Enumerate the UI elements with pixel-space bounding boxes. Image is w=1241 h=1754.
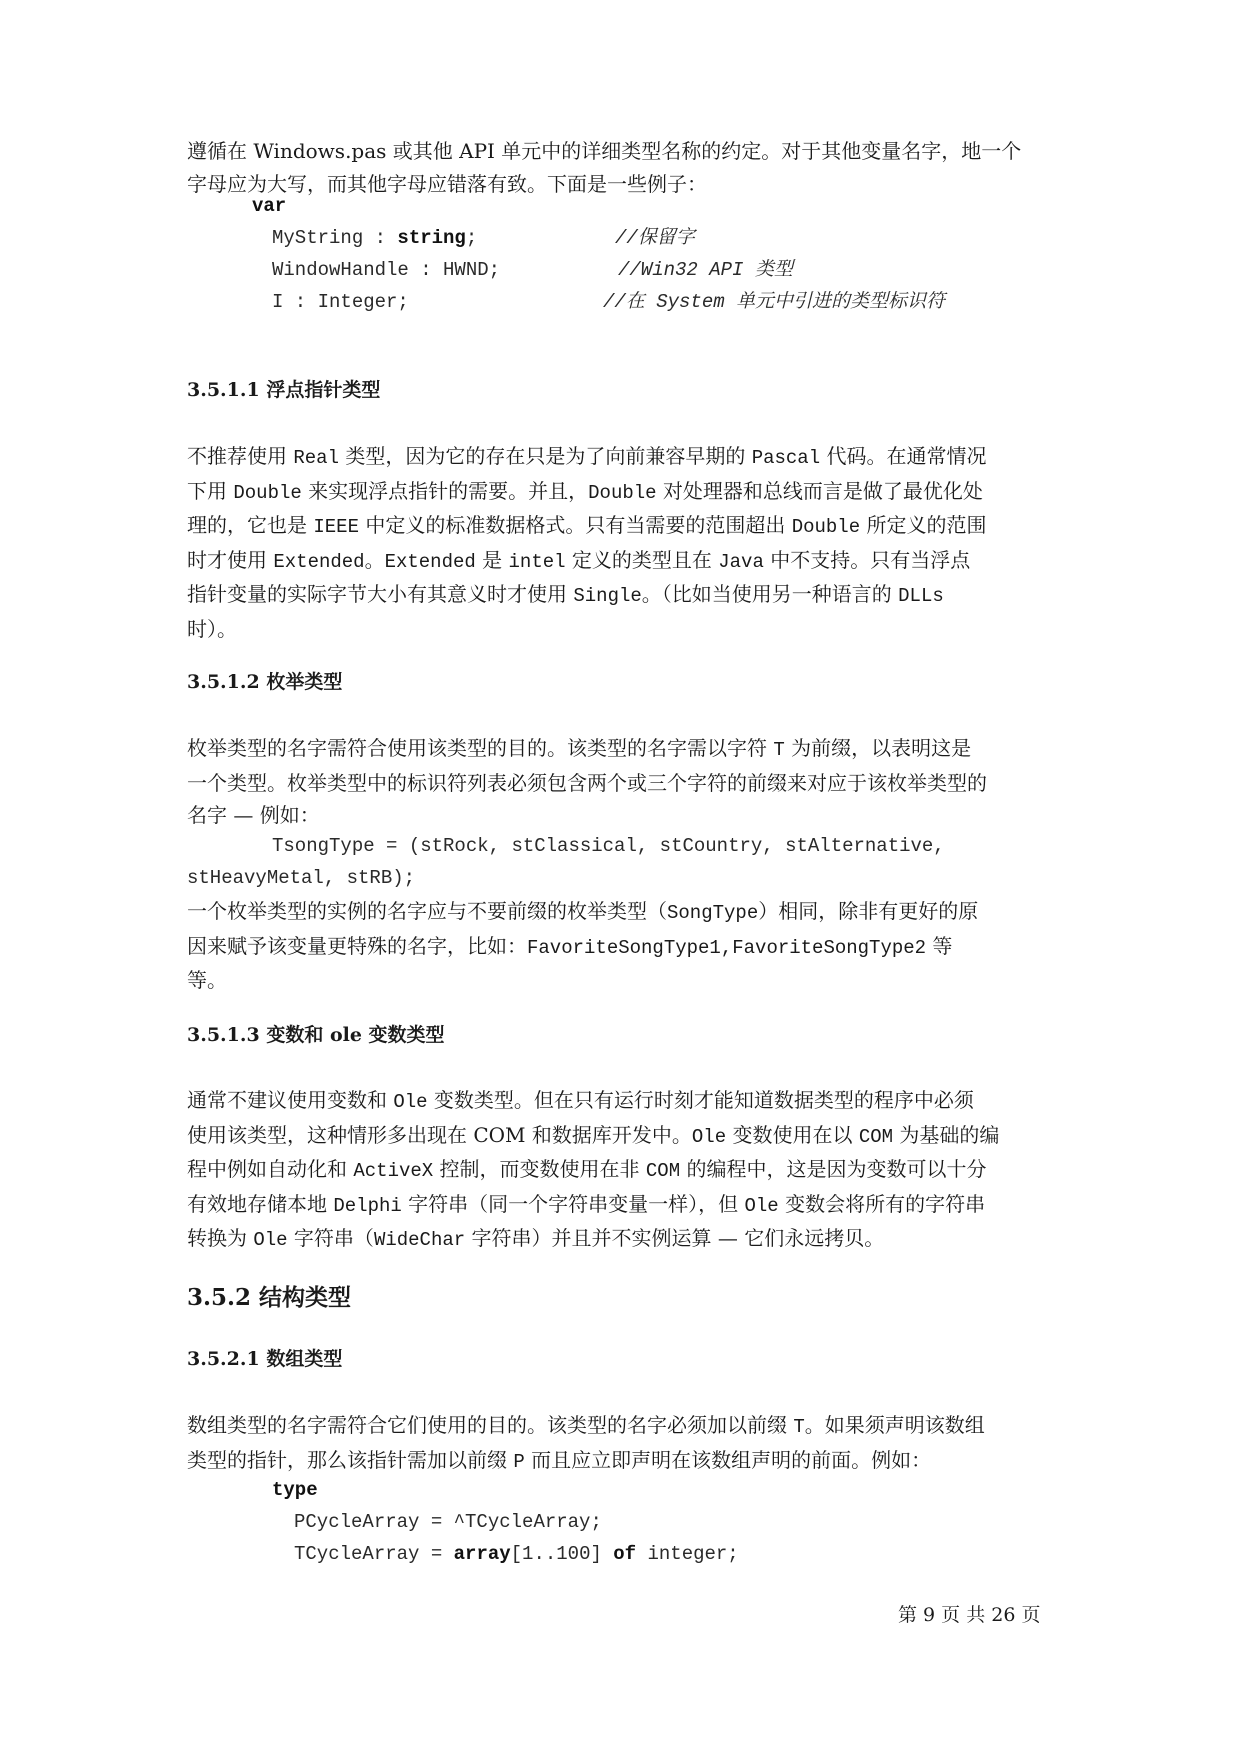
text: 为基础的编 — [893, 1122, 1000, 1147]
text: 一个枚举类型的实例的名字应与不要前缀的枚举类型（ — [187, 899, 667, 923]
code-term: Java — [718, 550, 764, 573]
text: 字符串（同一个字符串变量一样），但 — [401, 1191, 745, 1216]
code-term: ActiveX — [353, 1160, 434, 1182]
text: 中不支持。只有当浮点 — [763, 547, 971, 572]
code-keyword-type: type — [272, 1479, 318, 1501]
text: 下用 — [187, 478, 234, 503]
code-line-integer: I : Integer; — [272, 291, 409, 313]
text: 字符串）并且并不实例运算 — 它们永远拷贝。 — [465, 1226, 885, 1250]
section-paragraph — [187, 1084, 1057, 1257]
text: 通常不建议使用变数和 — [187, 1088, 394, 1112]
text: 来实现浮点指针的需要。并且， — [301, 478, 589, 503]
code-term: Extended — [384, 550, 476, 573]
code-keyword-var: var — [252, 195, 287, 217]
intro-line-2: 字母应为大写，而其他字母应错落有致。下面是一些例子： — [187, 171, 707, 196]
code-term: FavoriteSongType1,FavoriteSongType2 — [527, 936, 927, 959]
code-keyword-of: of — [613, 1543, 637, 1565]
text: 使用该类型，这种情形多出现在 COM 和数据库开发中。 — [187, 1122, 692, 1147]
text: 程中例如自动化和 — [187, 1157, 354, 1181]
text: 定义的类型且在 — [565, 547, 719, 572]
text: 中定义的标准数据格式。只有当需要的范围超出 — [358, 513, 792, 537]
section-heading: 3.5.1.3 变数和 ole 变数类型 — [187, 1024, 445, 1046]
code-line-enum-cont: stHeavyMetal, stRB); — [187, 867, 416, 889]
text: ）相同，除非有更好的原 — [758, 899, 979, 923]
section-paragraph — [187, 732, 1057, 832]
code-keyword-array: array — [453, 1543, 511, 1565]
text: 枚举类型的名字需符合使用该类型的目的。该类型的名字需以字符 — [187, 736, 774, 760]
code-term: Delphi — [333, 1194, 402, 1217]
text: 因来赋予该变量更特殊的名字，比如： — [187, 933, 527, 958]
text: 不推荐使用 — [187, 444, 294, 468]
code-keyword-string: string — [397, 227, 466, 249]
text: 为前缀，以表明这是 — [784, 736, 972, 760]
text: 有效地存储本地 — [187, 1191, 334, 1216]
code-text: ; — [465, 227, 478, 249]
text: 对处理器和总线而言是做了最优化处 — [656, 478, 983, 503]
code-text: [1..100] — [510, 1543, 614, 1565]
text: 转换为 — [187, 1226, 254, 1250]
section-heading: 3.5.1.2 枚举类型 — [187, 671, 343, 693]
code-term: DLLs — [898, 585, 944, 607]
code-term: intel — [508, 550, 566, 573]
code-term: Single — [573, 585, 642, 607]
code-term: SongType — [667, 902, 759, 924]
code-comment: //保留字 — [615, 227, 695, 249]
text: 所定义的范围 — [860, 513, 987, 537]
code-term: Ole — [744, 1194, 779, 1217]
code-term: IEEE — [313, 516, 359, 538]
text: 数组类型的名字需符合它们使用的目的。该类型的名字必须加以前缀 — [187, 1413, 794, 1437]
code-line-windowhandle: WindowHandle : HWND; — [272, 259, 501, 281]
intro-line-1: 遵循在 Windows.pas 或其他 API 单元中的详细类型名称的约定。对于其他变量名字，地一个 — [187, 139, 1022, 163]
text: 理的，它也是 — [187, 513, 314, 537]
text: 类型的指针，那么该指针需加以前缀 — [187, 1447, 514, 1472]
code-line-enum: TsongType = (stRock, stClassical, stCountry, stAlternative, — [272, 835, 945, 857]
text: 时才使用 — [187, 547, 274, 572]
code-term: Double — [233, 481, 302, 504]
code-text: MyString : — [272, 227, 398, 249]
text: 等。 — [187, 968, 227, 992]
text: 代码。在通常情况 — [820, 444, 987, 468]
code-term: Ole — [393, 1091, 428, 1113]
text: 变数类型。但在只有运行时刻才能知道数据类型的程序中必须 — [427, 1088, 974, 1112]
section-heading: 3.5.2.1 数组类型 — [187, 1348, 343, 1370]
code-term: Ole — [253, 1229, 288, 1251]
code-term: P — [513, 1450, 525, 1473]
text: 控制，而变数使用在非 — [433, 1157, 646, 1181]
section-paragraph — [187, 1409, 1057, 1478]
code-line-pcyclearray: PCycleArray = ^TCycleArray; — [294, 1511, 602, 1533]
text: 等 — [926, 933, 953, 958]
page-number: 第 9 页 共 26 页 — [898, 1604, 1041, 1626]
code-term: Real — [293, 447, 339, 469]
code-text: TCycleArray = — [294, 1543, 454, 1565]
code-comment: //在 System 单元中引进的类型标识符 — [603, 291, 946, 313]
text: 而且应立即声明在该数组声明的前面。例如： — [524, 1447, 932, 1472]
code-term: Pascal — [751, 447, 821, 469]
code-term: Ole — [691, 1125, 727, 1148]
code-term: COM — [858, 1125, 894, 1148]
text: 。（比如当使用另一种语言的 — [641, 582, 899, 606]
text: 是 — [475, 547, 509, 572]
section-heading: 3.5.1.1 浮点指针类型 — [187, 379, 381, 401]
code-term: Double — [791, 516, 861, 538]
text: 变数使用在以 — [726, 1122, 859, 1147]
code-text: integer; — [636, 1543, 739, 1565]
text: 类型，因为它的存在只是为了向前兼容早期的 — [338, 444, 752, 468]
text: 字符串（ — [287, 1226, 374, 1250]
code-line-tcyclearray — [294, 1538, 739, 1571]
section-paragraph — [187, 895, 1057, 997]
code-term: WideChar — [373, 1229, 466, 1251]
text: 时）。 — [187, 616, 237, 641]
code-comment: //Win32 API 类型 — [618, 259, 793, 281]
text: 。 — [364, 547, 385, 572]
section-paragraph — [187, 440, 1057, 645]
text: 。如果须声明该数组 — [804, 1413, 985, 1437]
text: 名字 — 例如： — [187, 803, 320, 827]
text: 一个类型。枚举类型中的标识符列表必须包含两个或三个字符的前缀来对应于该枚举类型的 — [187, 770, 987, 795]
intro-paragraph — [187, 135, 1057, 200]
text: 的编程中，这是因为变数可以十分 — [680, 1157, 987, 1181]
subsection-heading: 3.5.2 结构类型 — [187, 1284, 352, 1311]
text: 变数会将所有的字符串 — [778, 1191, 986, 1216]
code-line-mystring — [272, 222, 477, 255]
code-term: Extended — [273, 550, 365, 573]
code-term: T — [773, 739, 785, 761]
text: 指针变量的实际字节大小有其意义时才使用 — [187, 582, 574, 606]
code-term: Double — [588, 481, 657, 504]
code-term: T — [793, 1416, 805, 1438]
code-term: COM — [645, 1160, 681, 1182]
